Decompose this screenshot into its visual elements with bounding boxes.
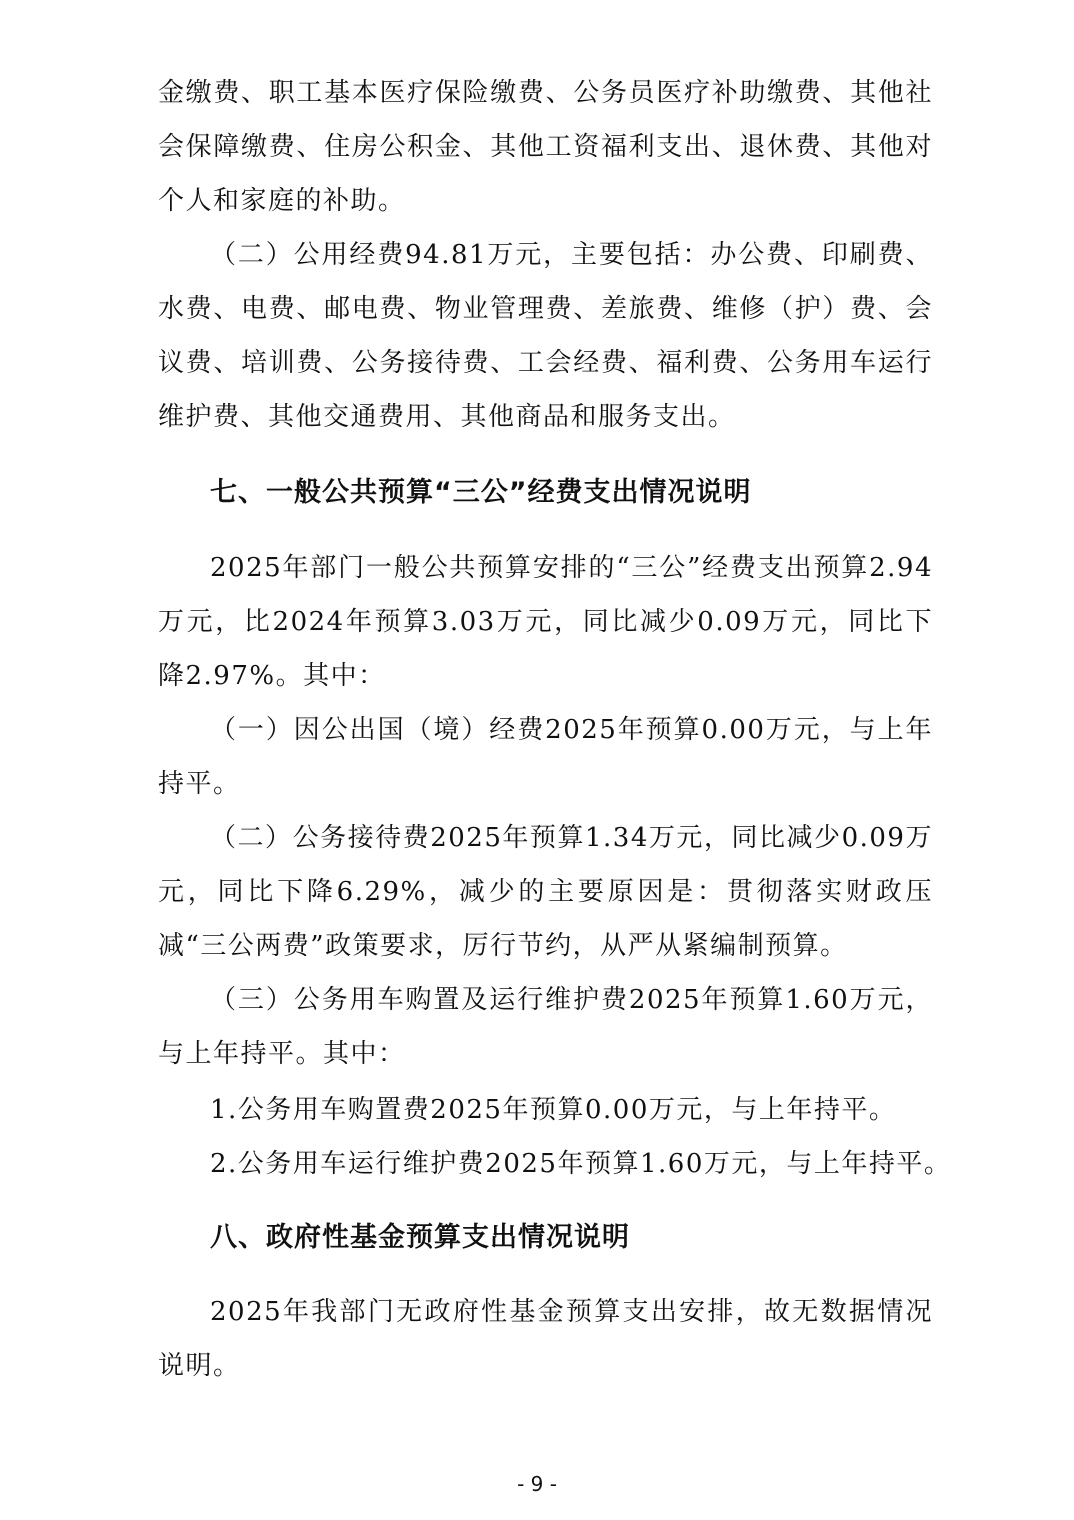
section-heading-eight: 八、政府性基金预算支出情况说明 <box>210 1222 630 1253</box>
paragraph-reception: （二）公务接待费2025年预算1.34万元，同比减少0.09万元，同比下降6.29%，减少的主要原因是：贯彻落实财政压减“三公两费”政策要求，厉行节约，从严从紧编制预算。 <box>158 823 933 961</box>
paragraph-government-fund: 2025年我部门无政府性基金预算支出安排，故无数据情况说明。 <box>158 1297 933 1381</box>
page-number: - 9 - <box>517 1472 557 1496</box>
paragraph-three-public-summary: 2025年部门一般公共预算安排的“三公”经费支出预算2.94万元，比2024年预算3.03万元，同比减少0.09万元，同比下降2.97%。其中： <box>158 553 933 691</box>
paragraph-public-funds: （二）公用经费94.81万元，主要包括：办公费、印刷费、水费、电费、邮电费、物业管理费、差旅费、维修（护）费、会议费、培训费、公务接待费、工会经费、福利费、公务用车运行维护费、其他交通费用、其他商品和服务支出。 <box>158 240 933 432</box>
list-item-vehicle-maintenance: 2.公务用车运行维护费2025年预算1.60万元，与上年持平。 <box>210 1149 952 1179</box>
list-item-vehicle-purchase: 1.公务用车购置费2025年预算0.00万元，与上年持平。 <box>210 1095 897 1125</box>
section-heading-seven: 七、一般公共预算“三公”经费支出情况说明 <box>210 477 752 508</box>
paragraph-vehicles: （三）公务用车购置及运行维护费2025年预算1.60万元，与上年持平。其中： <box>158 985 933 1069</box>
paragraph-overseas-travel: （一）因公出国（境）经费2025年预算0.00万元，与上年持平。 <box>158 715 933 799</box>
paragraph-continuation: 金缴费、职工基本医疗保险缴费、公务员医疗补助缴费、其他社会保障缴费、住房公积金、其他工资福利支出、退休费、其他对个人和家庭的补助。 <box>158 78 933 216</box>
